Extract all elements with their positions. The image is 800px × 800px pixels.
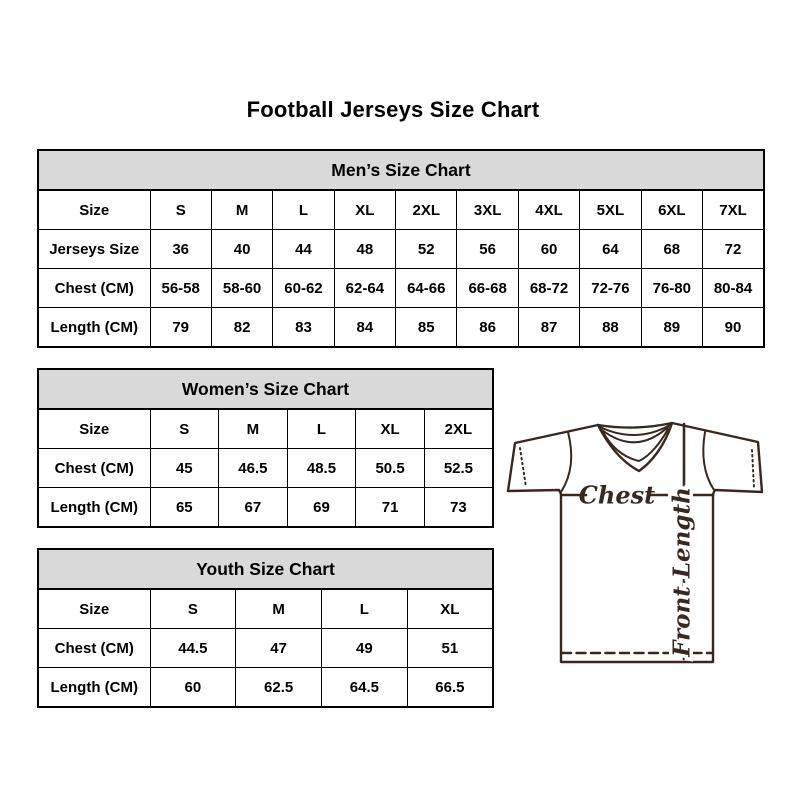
cell: 82 (211, 308, 272, 348)
cell: 52.5 (424, 449, 493, 488)
cell: 84 (334, 308, 395, 348)
cell: 48 (334, 230, 395, 269)
cell: 76-80 (641, 269, 702, 308)
chest-label: Chest (578, 480, 656, 510)
cell: 60 (150, 668, 236, 708)
table-row (38, 629, 493, 668)
cell: 5XL (580, 190, 641, 230)
cell: 66-68 (457, 269, 518, 308)
table-row (38, 269, 764, 308)
cell: 47 (236, 629, 322, 668)
cell: 36 (150, 230, 211, 269)
cell: XL (356, 409, 425, 449)
cell: M (211, 190, 272, 230)
cell: 58-60 (211, 269, 272, 308)
cell: 56 (457, 230, 518, 269)
cell: 56-58 (150, 269, 211, 308)
front-length-label: Front Length (668, 487, 696, 657)
row-label: Length (CM) (38, 308, 150, 348)
row-label: Size (38, 589, 150, 629)
row-label: Chest (CM) (38, 449, 150, 488)
row-label: Chest (CM) (38, 629, 150, 668)
table-row (38, 488, 493, 528)
table-row (38, 589, 493, 629)
cell: 7XL (703, 190, 764, 230)
womens-size-table (37, 368, 494, 528)
cell: 64 (580, 230, 641, 269)
table-row (38, 449, 493, 488)
mens-size-table (37, 149, 765, 348)
cell: 64.5 (322, 668, 408, 708)
cell: 4XL (518, 190, 579, 230)
cell: XL (334, 190, 395, 230)
cell: 62.5 (236, 668, 322, 708)
table-row (38, 190, 764, 230)
cell: 68-72 (518, 269, 579, 308)
cell: 72 (703, 230, 764, 269)
page-title: Football Jerseys Size Chart (246, 97, 540, 122)
table-row (38, 230, 764, 269)
cell: 46.5 (219, 449, 288, 488)
cell: 49 (322, 629, 408, 668)
cell: 83 (273, 308, 334, 348)
table-title: Women’s Size Chart (38, 369, 493, 409)
cell: 65 (150, 488, 219, 528)
cell: 48.5 (287, 449, 356, 488)
cell: 67 (219, 488, 288, 528)
cell: 66.5 (407, 668, 493, 708)
table-row (38, 409, 493, 449)
cell: 50.5 (356, 449, 425, 488)
cell: 40 (211, 230, 272, 269)
cell: 44 (273, 230, 334, 269)
cell: 85 (396, 308, 457, 348)
cell: 88 (580, 308, 641, 348)
cell: 73 (424, 488, 493, 528)
cell: 80-84 (703, 269, 764, 308)
youth-size-table (37, 548, 494, 708)
cell: XL (407, 589, 493, 629)
cell: 51 (407, 629, 493, 668)
jersey-outline (508, 423, 762, 662)
jersey-measurement-diagram (495, 405, 787, 700)
table-title: Men’s Size Chart (38, 150, 764, 190)
table-header-row (38, 369, 493, 409)
cell: 60-62 (273, 269, 334, 308)
table-row (38, 668, 493, 708)
row-label: Length (CM) (38, 668, 150, 708)
cell: 3XL (457, 190, 518, 230)
row-label: Jerseys Size (38, 230, 150, 269)
table-title: Youth Size Chart (38, 549, 493, 589)
cell: 60 (518, 230, 579, 269)
cell: 72-76 (580, 269, 641, 308)
cell: 2XL (424, 409, 493, 449)
row-label: Chest (CM) (38, 269, 150, 308)
cell: M (219, 409, 288, 449)
cell: 44.5 (150, 629, 236, 668)
cell: 89 (641, 308, 702, 348)
cell: 45 (150, 449, 219, 488)
cell: 2XL (396, 190, 457, 230)
cell: 62-64 (334, 269, 395, 308)
cell: 68 (641, 230, 702, 269)
cell: 71 (356, 488, 425, 528)
cell: 90 (703, 308, 764, 348)
table-header-row (38, 549, 493, 589)
cell: L (287, 409, 356, 449)
cell: L (273, 190, 334, 230)
cell: L (322, 589, 408, 629)
cell: 86 (457, 308, 518, 348)
cell: 87 (518, 308, 579, 348)
cell: S (150, 589, 236, 629)
cell: M (236, 589, 322, 629)
cell: 69 (287, 488, 356, 528)
row-label: Size (38, 409, 150, 449)
cell: 64-66 (396, 269, 457, 308)
row-label: Size (38, 190, 150, 230)
cell: S (150, 409, 219, 449)
cell: 79 (150, 308, 211, 348)
cell: 6XL (641, 190, 702, 230)
cell: S (150, 190, 211, 230)
table-row (38, 308, 764, 348)
cell: 52 (396, 230, 457, 269)
row-label: Length (CM) (38, 488, 150, 528)
table-header-row (38, 150, 764, 190)
